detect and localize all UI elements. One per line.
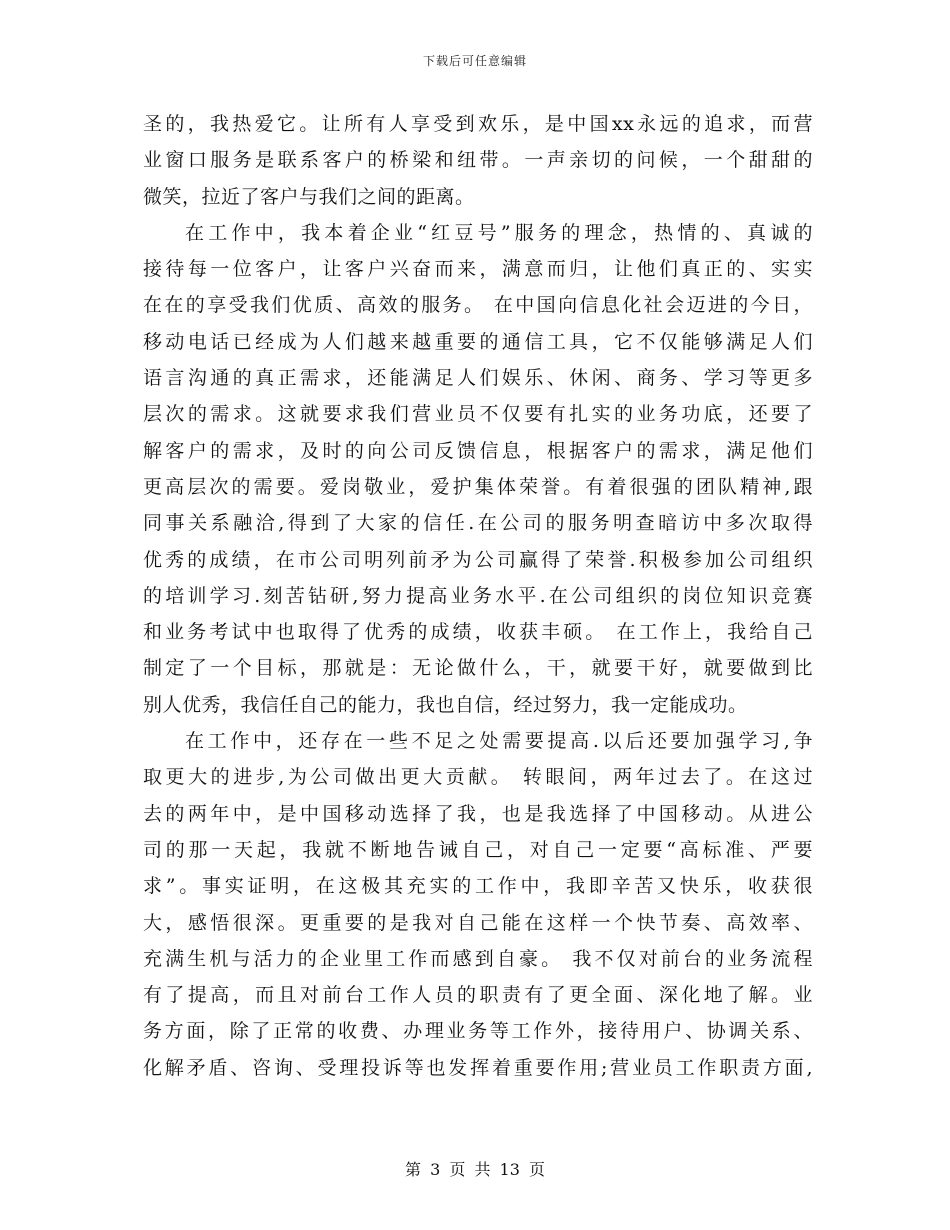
text-line: 圣的，我热爱它。让所有人享受到欢乐，是中国xx永远的追求，而营: [143, 113, 813, 135]
text-line: 务方面，除了正常的收费、办理业务等工作外，接待用户、协调关系、: [143, 1020, 813, 1043]
text-line: 微笑，拉近了客户与我们之间的距离。: [143, 185, 475, 208]
text-line: 别人优秀，我信任自己的能力，我也自信，经过努力，我一定能成功。: [143, 693, 748, 716]
page-header: 下载后可任意编辑: [422, 54, 527, 68]
text-line: 更高层次的需要。爱岗敬业，爱护集体荣誉。有着很强的团队精神,跟: [143, 475, 813, 498]
text-line: 制定了一个目标，那就是：无论做什么，干，就要干好，就要做到比: [143, 657, 813, 680]
text-line: 优秀的成绩，在市公司明列前矛为公司赢得了荣誉.积极参加公司组织: [143, 548, 813, 571]
text-line: 接待每一位客户，让客户兴奋而来，满意而归，让他们真正的、实实: [143, 258, 813, 281]
text-line: 在在的享受我们优质、高效的服务。 在中国向信息化社会迈进的今日，: [143, 294, 813, 317]
text-line: 同事关系融洽,得到了大家的信任.在公司的服务明查暗访中多次取得: [143, 512, 813, 535]
text-line: 充满生机与活力的企业里工作而感到自豪。 我不仅对前台的业务流程: [143, 947, 813, 970]
text-line: 在工作中，还存在一些不足之处需要提高.以后还要加强学习,争: [185, 730, 813, 753]
body-text: [143, 106, 813, 1086]
text-line: 在工作中，我本着企业“红豆号”服务的理念，热情的、真诚的: [185, 221, 813, 244]
text-line: 语言沟通的真正需求，还能满足人们娱乐、休闲、商务、学习等更多: [143, 367, 813, 390]
text-line: 求”。事实证明，在这极其充实的工作中，我即辛苦又快乐，收获很: [143, 875, 813, 898]
text-line: 和业务考试中也取得了优秀的成绩，收获丰硕。 在工作上，我给自己: [143, 621, 813, 644]
text-line: 的培训学习.刻苦钻研,努力提高业务水平.在公司组织的岗位知识竞赛: [143, 584, 813, 607]
text-line: 司的那一天起，我就不断地告诫自己，对自己一定要“高标准、严要: [143, 838, 813, 861]
page-footer: 第 3 页 共 13 页: [405, 1160, 545, 1179]
text-line: 取更大的进步,为公司做出更大贡献。 转眼间，两年过去了。在这过: [143, 766, 813, 789]
text-line: 业窗口服务是联系客户的桥梁和纽带。一声亲切的问候，一个甜甜的: [143, 149, 813, 172]
text-line: 层次的需求。这就要求我们营业员不仅要有扎实的业务功底，还要了: [143, 403, 813, 426]
text-line: 解客户的需求，及时的向公司反馈信息，根据客户的需求，满足他们: [143, 439, 813, 462]
text-line: 去的两年中，是中国移动选择了我，也是我选择了中国移动。从进公: [143, 802, 813, 825]
text-line: 有了提高，而且对前台工作人员的职责有了更全面、深化地了解。业: [143, 984, 813, 1007]
text-line: 化解矛盾、咨询、受理投诉等也发挥着重要作用;营业员工作职责方面,: [143, 1056, 813, 1079]
text-line: 大，感悟很深。更重要的是我对自己能在这样一个快节奏、高效率、: [143, 911, 813, 934]
text-line: 移动电话已经成为人们越来越重要的通信工具，它不仅能够满足人们: [143, 330, 813, 353]
